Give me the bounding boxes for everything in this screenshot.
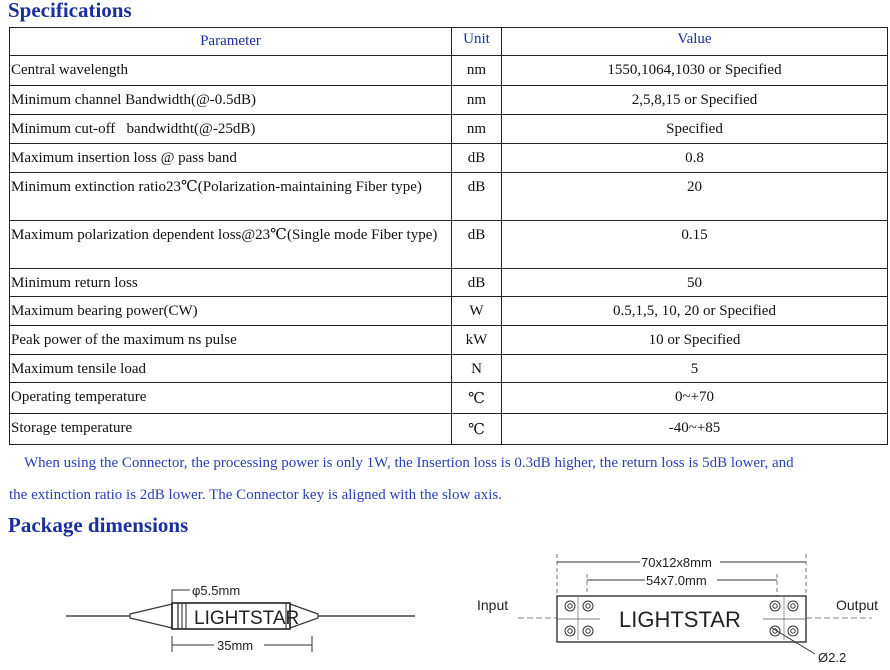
unit-cell: dB — [452, 221, 502, 269]
parameter-cell: Maximum tensile load — [10, 355, 452, 383]
parameter-cell: Peak power of the maximum ns pulse — [10, 326, 452, 355]
box-package-drawing — [477, 554, 878, 665]
parameter-cell: Operating temperature — [10, 383, 452, 414]
value-cell: 0~+70 — [502, 383, 888, 414]
header-parameter: Parameter — [10, 28, 452, 56]
unit-cell: kW — [452, 326, 502, 355]
unit-cell: W — [452, 297, 502, 326]
parameter-cell: Central wavelength — [10, 56, 452, 86]
value-cell: -40~+85 — [502, 414, 888, 445]
parameter-cell: Maximum insertion loss @ pass band — [10, 144, 452, 173]
input-label: Input — [477, 597, 509, 613]
value-cell: 50 — [502, 269, 888, 297]
box-brand-label: LIGHTSTAR — [619, 607, 741, 632]
table-row — [10, 326, 888, 355]
tube-diameter-label: φ5.5mm — [192, 583, 241, 598]
unit-cell: nm — [452, 56, 502, 86]
parameter-cell: Storage temperature — [10, 414, 452, 445]
value-cell: 0.5,1,5, 10, 20 or Specified — [502, 297, 888, 326]
table-row — [10, 56, 888, 86]
specifications-title: Specifications — [8, 0, 132, 22]
unit-cell: N — [452, 355, 502, 383]
value-cell: 2,5,8,15 or Specified — [502, 86, 888, 115]
tube-length-label: 35mm — [217, 638, 254, 653]
parameter-cell: Minimum channel Bandwidth(@-0.5dB) — [10, 86, 452, 115]
unit-cell: nm — [452, 115, 502, 144]
tube-package-drawing — [66, 583, 415, 653]
table-row — [10, 86, 888, 115]
package-dimensions-title: Package dimensions — [8, 513, 189, 537]
table-row — [10, 115, 888, 144]
table-row — [10, 269, 888, 297]
table-row — [10, 383, 888, 414]
hole-diameter-label: Ø2.2 — [818, 650, 847, 665]
header-unit: Unit — [452, 28, 502, 56]
unit-cell: dB — [452, 144, 502, 173]
value-cell: Specified — [502, 115, 888, 144]
unit-cell: nm — [452, 86, 502, 115]
unit-cell: ℃ — [452, 414, 502, 445]
table-row — [10, 297, 888, 326]
table-row — [10, 144, 888, 173]
parameter-cell: Maximum bearing power(CW) — [10, 297, 452, 326]
parameter-cell: Minimum extinction ratio23℃(Polarization-maintaining Fiber type) — [10, 173, 452, 221]
value-cell: 1550,1064,1030 or Specified — [502, 56, 888, 86]
value-cell: 5 — [502, 355, 888, 383]
table-row — [10, 173, 888, 221]
parameter-cell: Maximum polarization dependent loss@23℃(Single mode Fiber type) — [10, 221, 452, 269]
table-row — [10, 414, 888, 445]
unit-cell: dB — [452, 173, 502, 221]
table-row — [10, 221, 888, 269]
value-cell: 0.8 — [502, 144, 888, 173]
output-label: Output — [836, 597, 879, 613]
value-cell: 0.15 — [502, 221, 888, 269]
connector-note-line-1: When using the Connector, the processing power is only 1W, the Insertion loss is 0.3dB higher, the return loss is 5dB lower, and — [24, 455, 794, 471]
parameter-cell: Minimum cut-off bandwidtht(@-25dB) — [10, 115, 452, 144]
header-value: Value — [502, 28, 888, 56]
value-cell: 10 or Specified — [502, 326, 888, 355]
table-row — [10, 355, 888, 383]
unit-cell: dB — [452, 269, 502, 297]
package-diagram — [0, 540, 890, 670]
value-cell: 20 — [502, 173, 888, 221]
tube-brand-label: LIGHTSTAR — [194, 608, 300, 629]
inner-dimension-label: 54x7.0mm — [646, 573, 707, 588]
unit-cell: ℃ — [452, 383, 502, 414]
connector-note-line-2: the extinction ratio is 2dB lower. The Connector key is aligned with the slow axis. — [9, 487, 502, 503]
specifications-table — [9, 27, 888, 445]
outer-dimension-label: 70x12x8mm — [641, 555, 712, 570]
table-header-row — [10, 28, 888, 56]
parameter-cell: Minimum return loss — [10, 269, 452, 297]
